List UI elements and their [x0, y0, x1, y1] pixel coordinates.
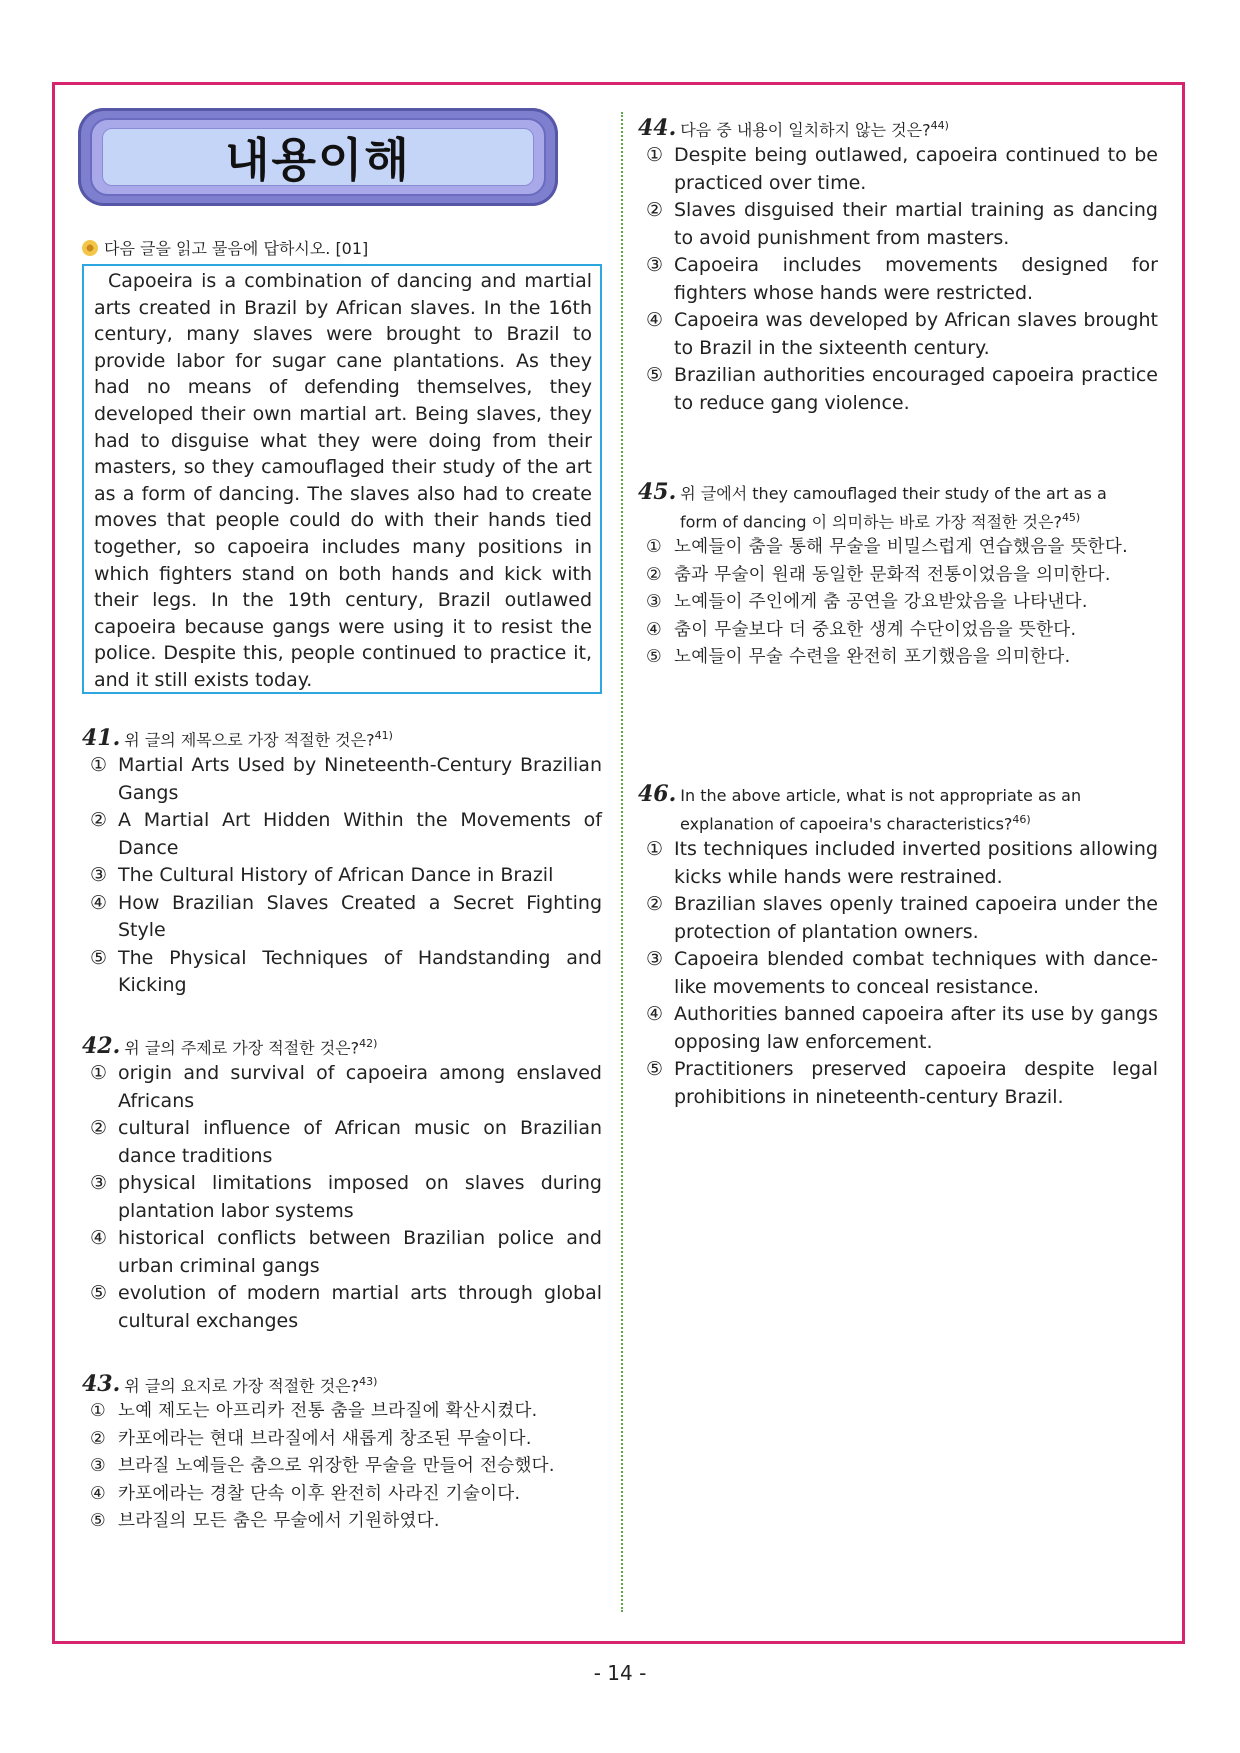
instruction-text: 다음 글을 읽고 물음에 답하시오. [01] [104, 239, 369, 258]
question-prompt-line1: 위 글에서 they camouflaged their study of the art as a [680, 484, 1107, 503]
option-marker: ⑤ [646, 364, 664, 387]
option-text: 브라질의 모든 춤은 무술에서 기원하였다. [118, 1511, 440, 1532]
option-text: origin and survival of capoeira among enslaved Africans [118, 1062, 602, 1112]
option-marker: ③ [646, 592, 662, 613]
question-prompt-line2: form of dancing 이 의미하는 바로 가장 적절한 것은? [680, 512, 1062, 532]
question-number: 42. [82, 1033, 121, 1060]
option-text: 카포에라는 현대 브라질에서 새롭게 창조된 무술이다. [118, 1428, 532, 1449]
option-marker: ③ [646, 254, 664, 277]
question-42 [82, 1032, 602, 1335]
answer-option[interactable] [82, 1280, 602, 1335]
option-text: 노예들이 무술 수련을 완전히 포기했음을 의미한다. [674, 647, 1071, 668]
option-marker: ③ [90, 1172, 108, 1195]
option-marker: ④ [90, 891, 108, 914]
option-text: Despite being outlawed, capoeira continued to be practiced over time. [674, 144, 1158, 194]
option-text: Capoeira was developed by African slaves brought to Brazil in the sixteenth century. [674, 309, 1158, 359]
footnote-ref: 46) [1012, 813, 1031, 826]
answer-option[interactable] [82, 890, 602, 945]
question-prompt-line1: In the above article, what is not appropriate as an [680, 786, 1082, 805]
answer-option[interactable] [638, 1001, 1158, 1056]
answer-option[interactable] [82, 1453, 602, 1481]
answer-option[interactable] [82, 1060, 602, 1115]
answer-option[interactable] [638, 946, 1158, 1001]
option-marker: ⑤ [646, 1058, 664, 1081]
question-number: 46. [638, 781, 677, 807]
answer-option[interactable] [82, 1115, 602, 1170]
question-43 [82, 1370, 602, 1536]
option-marker: ② [90, 809, 108, 832]
option-text: Capoeira blended combat techniques with dance-like movements to conceal resistance. [674, 948, 1158, 998]
instruction [82, 236, 368, 259]
question-number: 43. [82, 1371, 121, 1398]
question-prompt: 다음 중 내용이 일치하지 않는 것은? [680, 120, 931, 140]
option-text: historical conflicts between Brazilian police and urban criminal gangs [118, 1227, 602, 1277]
flower-icon [82, 240, 98, 256]
answer-option[interactable] [638, 589, 1158, 617]
answer-option[interactable] [638, 644, 1158, 672]
option-marker: ① [90, 1401, 106, 1422]
answer-option[interactable] [82, 862, 602, 890]
option-text: Slaves disguised their martial training as dancing to avoid punishment from masters. [674, 199, 1158, 249]
answer-option[interactable] [82, 1398, 602, 1426]
question-number: 41. [82, 725, 121, 752]
option-marker: ⑤ [90, 1511, 106, 1532]
question-prompt: 위 글의 제목으로 가장 적절한 것은? [124, 730, 375, 750]
section-banner [78, 108, 558, 206]
option-text: 춤이 무술보다 더 중요한 생계 수단이었음을 뜻한다. [674, 619, 1077, 640]
option-text: Authorities banned capoeira after its use by gangs opposing law enforcement. [674, 1003, 1158, 1053]
option-marker: ② [646, 564, 662, 585]
option-marker: ④ [646, 619, 662, 640]
option-marker: ① [646, 838, 664, 861]
question-45 [638, 480, 1158, 672]
footnote-ref: 42) [359, 1037, 378, 1050]
option-marker: ④ [646, 309, 664, 332]
section-title: 내용이해 [225, 133, 411, 187]
question-prompt: 위 글의 주제로 가장 적절한 것은? [124, 1038, 360, 1058]
option-text: 노예들이 주인에게 춤 공연을 강요받았음을 나타낸다. [674, 592, 1088, 613]
column-divider [621, 112, 623, 1612]
question-number: 45. [638, 479, 677, 505]
footnote-ref: 44) [930, 119, 949, 132]
option-marker: ③ [646, 948, 664, 971]
option-text: A Martial Art Hidden Within the Movements of Dance [118, 809, 602, 859]
option-text: Brazilian slaves openly trained capoeira under the protection of plantation owners. [674, 893, 1158, 943]
answer-option[interactable] [638, 252, 1158, 307]
option-text: physical limitations imposed on slaves during plantation labor systems [118, 1172, 602, 1222]
question-41 [82, 724, 602, 1000]
question-44 [638, 114, 1158, 417]
answer-option[interactable] [82, 1481, 602, 1509]
option-marker: ② [90, 1117, 108, 1140]
option-text: 노예 제도는 아프리카 전통 춤을 브라질에 확산시켰다. [118, 1401, 538, 1422]
question-46 [638, 782, 1158, 1111]
option-marker: ① [646, 537, 662, 558]
option-text: 브라질 노예들은 춤으로 위장한 무술을 만들어 전승했다. [118, 1456, 555, 1477]
answer-option[interactable] [638, 362, 1158, 417]
option-text: 노예들이 춤을 통해 무술을 비밀스럽게 연습했음을 뜻한다. [674, 537, 1128, 558]
answer-option[interactable] [82, 945, 602, 1000]
option-marker: ③ [90, 864, 108, 887]
footnote-ref: 43) [359, 1375, 378, 1388]
option-marker: ① [646, 144, 664, 167]
answer-option[interactable] [638, 142, 1158, 197]
answer-option[interactable] [82, 1170, 602, 1225]
option-text: How Brazilian Slaves Created a Secret Fighting Style [118, 891, 602, 942]
page-number: - 14 - [593, 1661, 647, 1685]
option-text: evolution of modern martial arts through global cultural exchanges [118, 1282, 602, 1332]
question-prompt-line2: explanation of capoeira's characteristics? [680, 814, 1013, 834]
answer-option[interactable] [638, 891, 1158, 946]
answer-option[interactable] [82, 752, 602, 807]
option-text: 카포에라는 경찰 단속 이후 완전히 사라진 기술이다. [118, 1483, 521, 1504]
answer-option[interactable] [638, 1056, 1158, 1111]
question-number: 44. [638, 115, 677, 142]
option-marker: ⑤ [90, 946, 108, 969]
option-text: Practitioners preserved capoeira despite legal prohibitions in nineteenth-century Brazil. [674, 1058, 1158, 1108]
option-marker: ③ [90, 1456, 106, 1477]
option-marker: ④ [90, 1227, 108, 1250]
answer-option[interactable] [82, 1508, 602, 1536]
option-marker: ① [90, 1062, 108, 1085]
answer-option[interactable] [638, 197, 1158, 252]
option-marker: ② [90, 1428, 106, 1449]
footnote-ref: 45) [1061, 511, 1081, 524]
option-text: Brazilian authorities encouraged capoeira practice to reduce gang violence. [674, 364, 1158, 414]
answer-option[interactable] [638, 617, 1158, 645]
option-marker: ⑤ [646, 647, 662, 668]
option-marker: ④ [646, 1003, 664, 1026]
passage-text: Capoeira is a combination of dancing and martial arts created in Brazil by African slaves. In the 16th century, many slaves were brought to Brazil to provide labor for sugar cane plantations. As they had no means of defending themselves, they developed their own martial art. Being slaves, they had to disguise what they were doing from their masters, so they camouflaged their study of the art as a form of dancing. The slaves also had to create moves that people could do with their hands tied together, so capoeira includes many positions in which fighters stand on both hands and kick with their legs. In the 19th century, Brazil outlawed capoeira because gangs were using it to resist the police. Despite this, people continued to practice it, and it still exists today. [94, 270, 592, 691]
option-marker: ① [90, 754, 108, 777]
option-text: cultural influence of African music on Brazilian dance traditions [118, 1117, 602, 1167]
option-text: Its techniques included inverted positions allowing kicks while hands were restrained. [674, 838, 1158, 888]
option-text: Capoeira includes movements designed for fighters whose hands were restricted. [674, 254, 1158, 304]
answer-option[interactable] [638, 534, 1158, 562]
option-text: The Cultural History of African Dance in Brazil [118, 864, 554, 887]
reading-passage [82, 264, 602, 694]
answer-option[interactable] [82, 807, 602, 862]
answer-option[interactable] [638, 307, 1158, 362]
option-text: Martial Arts Used by Nineteenth-Century Brazilian Gangs [118, 754, 602, 804]
answer-option[interactable] [82, 1426, 602, 1454]
answer-option[interactable] [82, 1225, 602, 1280]
option-marker: ⑤ [90, 1282, 108, 1305]
question-prompt: 위 글의 요지로 가장 적절한 것은? [124, 1376, 360, 1396]
answer-option[interactable] [638, 836, 1158, 891]
option-marker: ② [646, 199, 664, 222]
answer-option[interactable] [638, 562, 1158, 590]
footnote-ref: 41) [374, 729, 393, 742]
option-marker: ② [646, 893, 664, 916]
option-marker: ④ [90, 1483, 106, 1504]
option-text: 춤과 무술이 원래 동일한 문화적 전통이었음을 의미한다. [674, 564, 1111, 585]
option-text: The Physical Techniques of Handstanding and Kicking [118, 946, 602, 997]
